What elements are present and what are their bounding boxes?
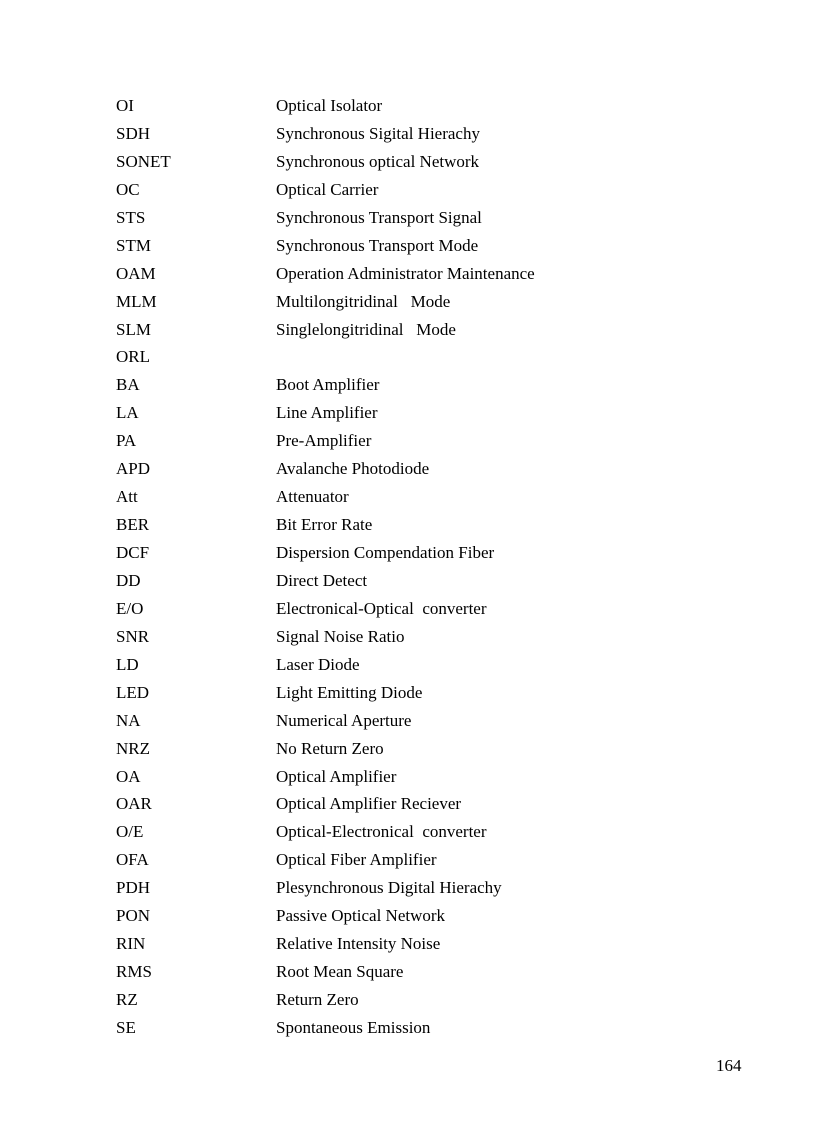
abbreviation-meaning: Synchronous Sigital Hierachy bbox=[276, 123, 480, 143]
abbreviation: OA bbox=[116, 766, 141, 786]
abbreviation-meaning: Line Amplifier bbox=[276, 403, 378, 423]
abbreviation: LD bbox=[116, 654, 139, 674]
abbreviation-meaning: Synchronous optical Network bbox=[276, 151, 480, 171]
abbreviation-meaning: Bit Error Rate bbox=[276, 515, 373, 535]
abbreviation-meaning: Singlelongitridinal Mode bbox=[276, 319, 456, 339]
abbreviation-row bbox=[116, 737, 716, 765]
abbreviation-row bbox=[116, 960, 716, 988]
abbreviation: BER bbox=[116, 515, 150, 535]
abbreviation-row bbox=[116, 597, 716, 625]
abbreviation: DD bbox=[116, 570, 141, 590]
abbreviation-list bbox=[116, 94, 716, 1044]
abbreviation-meaning: Plesynchronous Digital Hierachy bbox=[276, 878, 502, 898]
abbreviation-row bbox=[116, 401, 716, 429]
abbreviation-meaning: Optical Amplifier Reciever bbox=[276, 794, 462, 814]
abbreviation-row bbox=[116, 94, 716, 122]
abbreviation: O/E bbox=[116, 822, 144, 842]
abbreviation-row bbox=[116, 206, 716, 234]
abbreviation-meaning: Optical Fiber Amplifier bbox=[276, 850, 437, 870]
abbreviation-row bbox=[116, 485, 716, 513]
abbreviation-row bbox=[116, 653, 716, 681]
abbreviation-meaning: Boot Amplifier bbox=[276, 375, 380, 395]
abbreviation-meaning: Numerical Aperture bbox=[276, 710, 412, 730]
abbreviation: BA bbox=[116, 375, 140, 395]
abbreviation-meaning: Optical Isolator bbox=[276, 96, 383, 115]
abbreviation-meaning: Direct Detect bbox=[276, 570, 368, 590]
abbreviation-row bbox=[116, 290, 716, 318]
abbreviation-row bbox=[116, 848, 716, 876]
page-number: 164 bbox=[716, 1056, 742, 1075]
abbreviation: ORL bbox=[116, 347, 150, 367]
abbreviation-row bbox=[116, 345, 716, 373]
abbreviation-meaning: Spontaneous Emission bbox=[276, 1017, 431, 1037]
abbreviation-row bbox=[116, 932, 716, 960]
abbreviation-meaning: Laser Diode bbox=[276, 654, 360, 674]
abbreviation: SNR bbox=[116, 626, 150, 646]
abbreviation-row bbox=[116, 262, 716, 290]
abbreviation: RMS bbox=[116, 962, 152, 982]
abbreviation-meaning: Relative Intensity Noise bbox=[276, 934, 441, 954]
abbreviation-row bbox=[116, 988, 716, 1016]
abbreviation: LA bbox=[116, 403, 139, 423]
abbreviation-meaning: Synchronous Transport Signal bbox=[276, 207, 482, 227]
abbreviation-row bbox=[116, 709, 716, 737]
abbreviation-meaning: Pre-Amplifier bbox=[276, 431, 372, 451]
abbreviation-row bbox=[116, 1016, 716, 1044]
abbreviation: PDH bbox=[116, 878, 151, 898]
abbreviation-meaning: Passive Optical Network bbox=[276, 906, 446, 926]
abbreviation-row bbox=[116, 681, 716, 709]
abbreviation-meaning: Operation Administrator Maintenance bbox=[276, 263, 535, 283]
abbreviation: NRZ bbox=[116, 738, 150, 758]
abbreviation: DCF bbox=[116, 543, 150, 562]
abbreviation-meaning: Optical Amplifier bbox=[276, 766, 397, 786]
abbreviation-meaning: Dispersion Compendation Fiber bbox=[276, 543, 495, 562]
abbreviation: PA bbox=[116, 431, 137, 451]
abbreviation-row bbox=[116, 373, 716, 401]
abbreviation-row bbox=[116, 569, 716, 597]
abbreviation: RIN bbox=[116, 934, 146, 954]
abbreviation-row bbox=[116, 792, 716, 820]
abbreviation: STS bbox=[116, 207, 146, 227]
abbreviation: MLM bbox=[116, 291, 157, 311]
abbreviation-meaning: Attenuator bbox=[276, 487, 349, 507]
abbreviation: OFA bbox=[116, 850, 149, 870]
abbreviation-row bbox=[116, 765, 716, 793]
abbreviation-row bbox=[116, 234, 716, 262]
abbreviation: OAR bbox=[116, 794, 152, 814]
abbreviation: OC bbox=[116, 179, 140, 199]
abbreviation: OAM bbox=[116, 263, 156, 283]
abbreviation-row bbox=[116, 513, 716, 541]
abbreviation-meaning: Signal Noise Ratio bbox=[276, 626, 405, 646]
abbreviation: PON bbox=[116, 906, 151, 926]
abbreviation: STM bbox=[116, 235, 151, 255]
abbreviation: LED bbox=[116, 682, 150, 702]
abbreviation-meaning: Multilongitridinal Mode bbox=[276, 291, 451, 311]
abbreviation-meaning: No Return Zero bbox=[276, 738, 384, 758]
abbreviation: APD bbox=[116, 459, 151, 479]
abbreviation: SDH bbox=[116, 123, 151, 143]
abbreviation-row bbox=[116, 318, 716, 346]
abbreviation-row bbox=[116, 904, 716, 932]
abbreviation: SONET bbox=[116, 151, 171, 171]
abbreviation: NA bbox=[116, 710, 141, 730]
abbreviation-row bbox=[116, 150, 716, 178]
abbreviation-row bbox=[116, 541, 716, 569]
abbreviation-row bbox=[116, 876, 716, 904]
abbreviation-row bbox=[116, 429, 716, 457]
abbreviation-meaning: Optical-Electronical converter bbox=[276, 822, 487, 842]
abbreviation-meaning: Avalanche Photodiode bbox=[276, 459, 430, 479]
abbreviation-meaning: Electronical-Optical converter bbox=[276, 598, 487, 618]
abbreviation: Att bbox=[116, 487, 138, 507]
abbreviation-row bbox=[116, 457, 716, 485]
abbreviation-meaning: Return Zero bbox=[276, 990, 359, 1009]
abbreviation-meaning: Light Emitting Diode bbox=[276, 682, 423, 702]
abbreviation: RZ bbox=[116, 990, 138, 1009]
abbreviation-row bbox=[116, 625, 716, 653]
abbreviation: SLM bbox=[116, 319, 151, 339]
abbreviation-meaning: Root Mean Square bbox=[276, 962, 404, 982]
abbreviation-row bbox=[116, 820, 716, 848]
abbreviation: E/O bbox=[116, 598, 144, 618]
abbreviation-meaning: Optical Carrier bbox=[276, 179, 379, 199]
abbreviation-meaning: Synchronous Transport Mode bbox=[276, 235, 479, 255]
abbreviation-row bbox=[116, 122, 716, 150]
abbreviation-row bbox=[116, 178, 716, 206]
abbreviation: SE bbox=[116, 1017, 136, 1037]
abbreviation: OI bbox=[116, 96, 134, 115]
